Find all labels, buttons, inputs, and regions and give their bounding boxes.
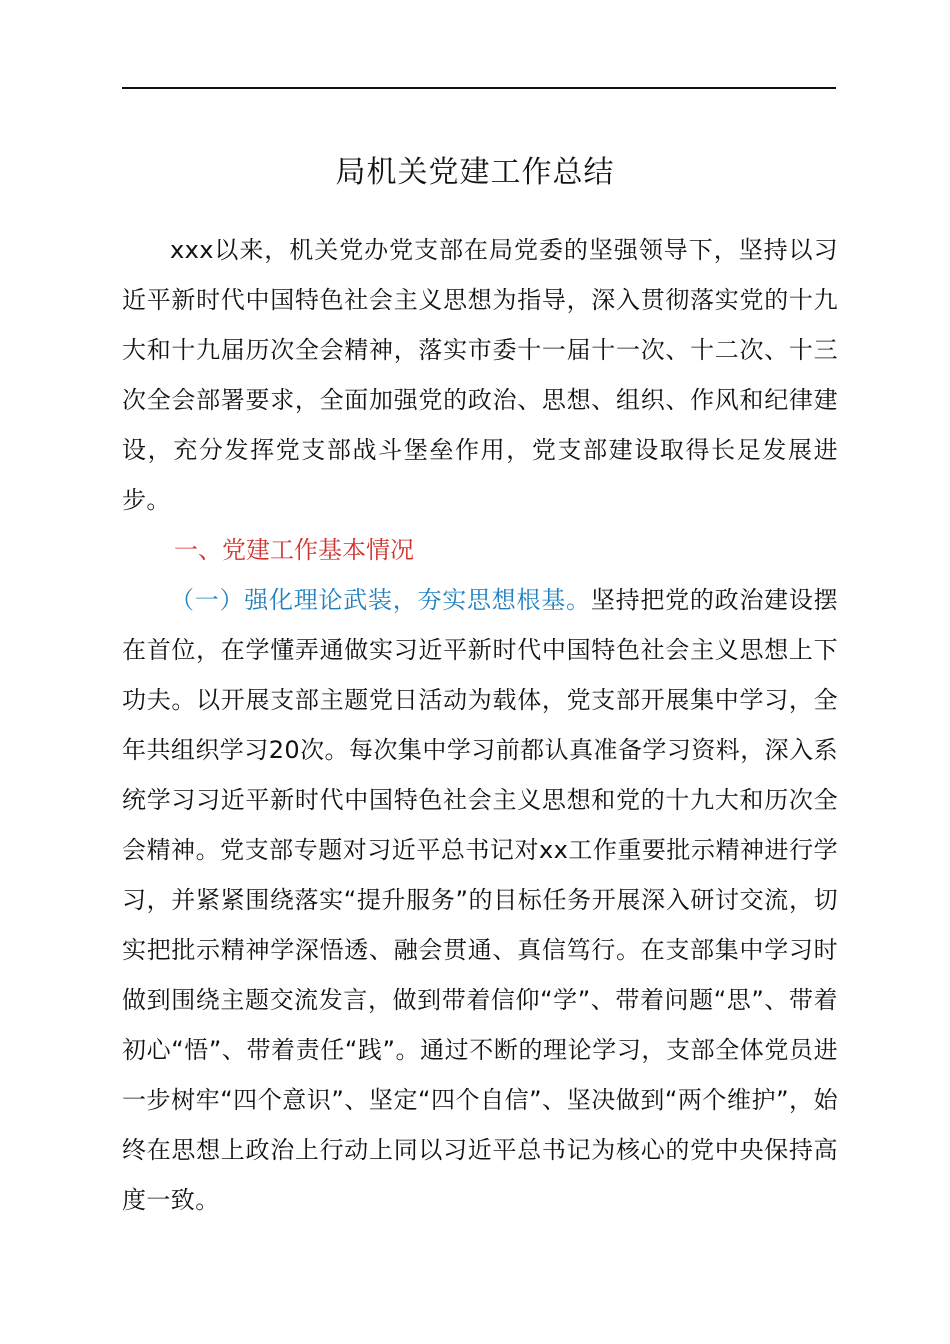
- section-heading-1: 一、党建工作基本情况: [174, 536, 414, 564]
- subsection-paragraph-1: [122, 575, 838, 1225]
- subsection-heading-1: （一）强化理论武装，夯实思想根基。: [170, 586, 591, 614]
- subsection-body-1: 坚持把党的政治建设摆在首位，在学懂弄通做实习近平新时代中国特色社会主义思想上下功夫。以开展支部主题党日活动为载体，党支部开展集中学习，全年共组织学习20次。每次集中学习前都认真准备学习资料，深入系统学习习近平新时代中国特色社会主义思想和党的十九大和历次全会精神。党支部专题对习近平总书记对xx工作重要批示精神进行学习，并紧紧围绕落实“提升服务”的目标任务开展深入研讨交流，切实把批示精神学深悟透、融会贯通、真信笃行。在支部集中学习时做到围绕主题交流发言，做到带着信仰“学”、带着问题“思”、带着初心“悟”、带着责任“践”。通过不断的理论学习，支部全体党员进一步树牢“四个意识”、坚定“四个自信”、坚决做到“两个维护”，始终在思想上政治上行动上同以习近平总书记为核心的党中央保持高度一致。: [122, 586, 838, 1214]
- header-rule: [122, 87, 836, 89]
- document-title: 局机关党建工作总结: [335, 155, 615, 190]
- intro-paragraph: xxx以来，机关党办党支部在局党委的坚强领导下，坚持以习近平新时代中国特色社会主义思想为指导，深入贯彻落实党的十九大和十九届历次全会精神，落实市委十一届十一次、十二次、十三次全会部署要求，全面加强党的政治、思想、组织、作风和纪律建设，充分发挥党支部战斗堡垒作用，党支部建设取得长足发展进步。: [122, 236, 838, 514]
